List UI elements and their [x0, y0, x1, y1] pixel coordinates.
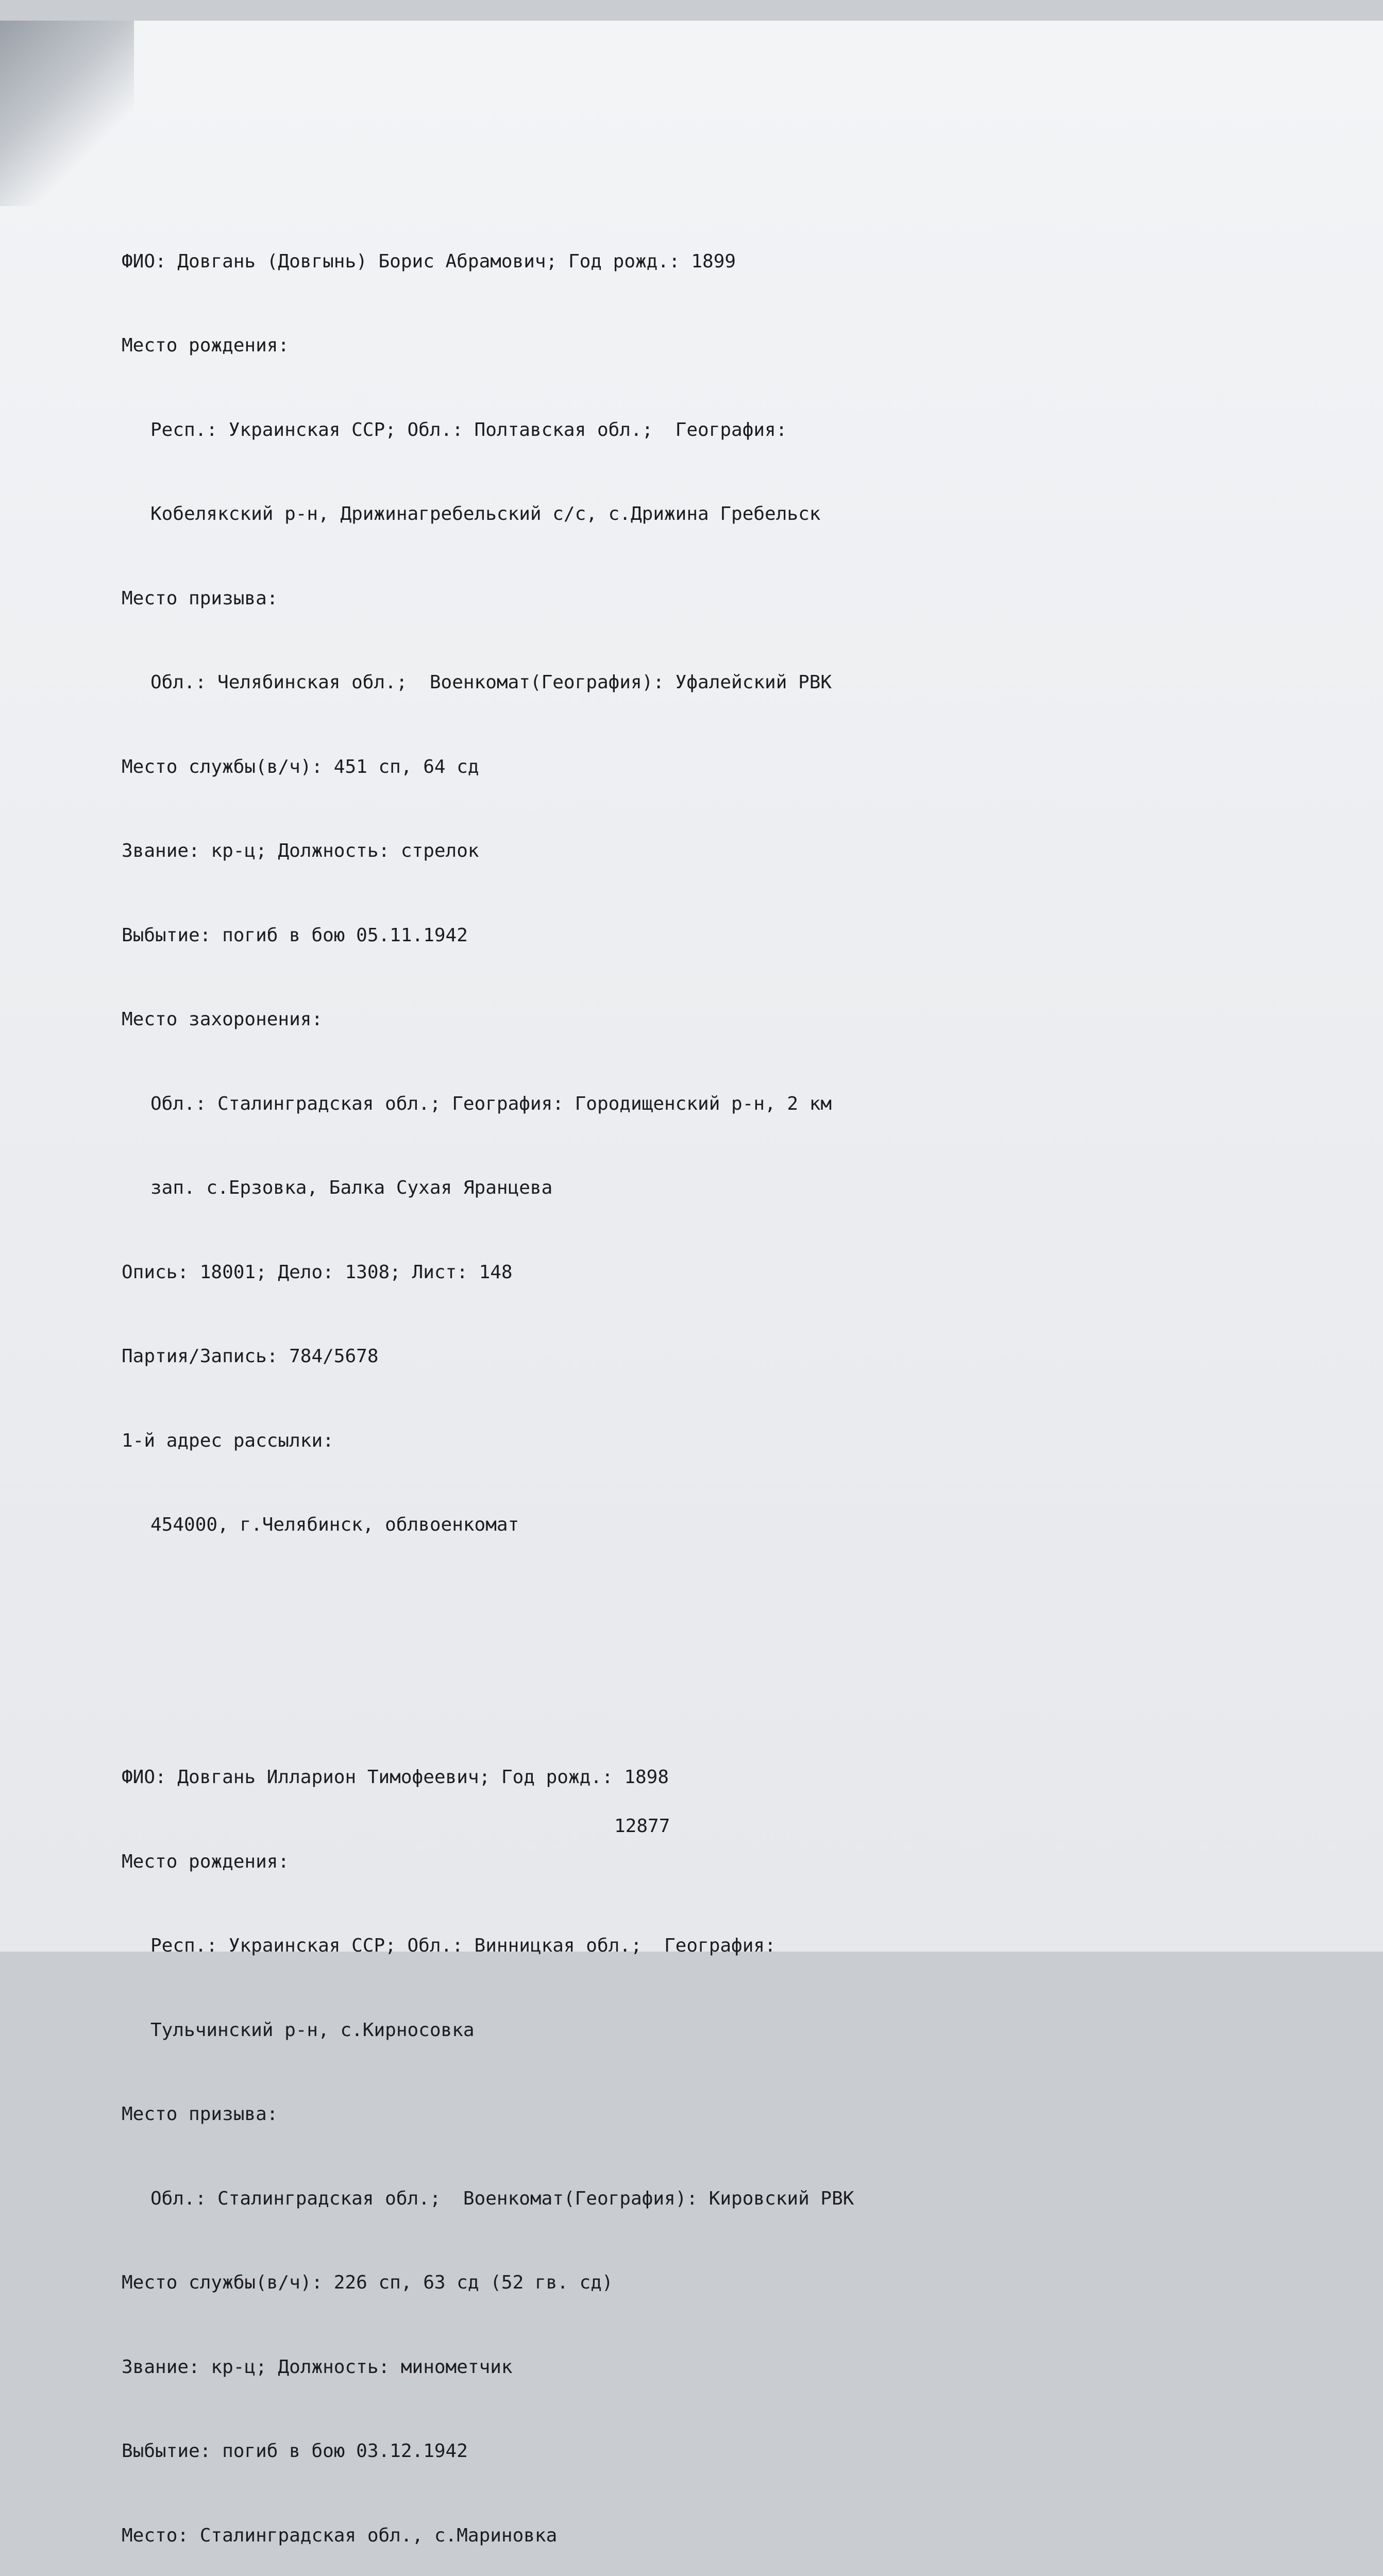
archive-line: Опись: 18001; Дело: 1308; Лист: 148	[122, 1261, 513, 1283]
birth-line-1: Респ.: Украинская ССР; Обл.: Полтавская обл.; География:	[150, 419, 787, 440]
draft-label: Место призыва:	[122, 587, 278, 609]
record-fio: ФИО: Довгань Илларион Тимофеевич; Год рожд.: 1898	[122, 1767, 669, 1788]
rank-line: Звание: кр-ц; Должность: минометчик	[122, 2356, 513, 2378]
birth-line-2: Тульчинский р-н, с.Кирносовка	[150, 2019, 475, 2041]
birth-label: Место рождения:	[122, 335, 290, 356]
record-1	[122, 192, 1276, 1596]
burial-line-1: Обл.: Сталинградская обл.; География: Городищенский р-н, 2 км	[150, 1093, 832, 1114]
draft-line: Обл.: Сталинградская обл.; Военкомат(География): Кировский РВК	[150, 2188, 854, 2209]
records-list	[122, 107, 1276, 2576]
mail-label: 1-й адрес рассылки:	[122, 1430, 334, 1451]
service-line: Место службы(в/ч): 226 сп, 63 сд (52 гв. сд)	[122, 2272, 613, 2293]
document-sheet	[0, 21, 1383, 2546]
mail-line: 454000, г.Челябинск, облвоенкомат	[150, 1514, 519, 1535]
draft-label: Место призыва:	[122, 2104, 278, 2125]
birth-line-1: Респ.: Украинская ССР; Обл.: Винницкая обл.; География:	[150, 1935, 776, 1956]
record-fio: ФИО: Довгань (Довгынь) Борис Абрамович; Год рожд.: 1899	[122, 250, 736, 272]
rank-line: Звание: кр-ц; Должность: стрелок	[122, 840, 479, 861]
birth-label: Место рождения:	[122, 1851, 290, 1872]
record-2	[122, 1707, 1276, 2576]
page-fold-corner	[0, 21, 134, 206]
service-line: Место службы(в/ч): 451 сп, 64 сд	[122, 756, 479, 777]
page-number: 12877	[614, 1816, 670, 1837]
fate-line: Выбытие: погиб в бою 03.12.1942	[122, 2441, 468, 2462]
batch-line: Партия/Запись: 784/5678	[122, 1346, 379, 1367]
draft-line: Обл.: Челябинская обл.; Военкомат(География): Уфалейский РВК	[150, 672, 832, 693]
birth-line-2: Кобелякский р-н, Дрижинагребельский с/с, с.Дрижина Гребельск	[150, 503, 821, 524]
fate-line: Выбытие: погиб в бою 05.11.1942	[122, 924, 468, 946]
burial-line-2: зап. с.Ерзовка, Балка Сухая Яранцева	[150, 1177, 553, 1198]
place-line: Место: Сталинградская обл., с.Мариновка	[122, 2524, 558, 2546]
burial-label: Место захоронения:	[122, 1009, 323, 1030]
